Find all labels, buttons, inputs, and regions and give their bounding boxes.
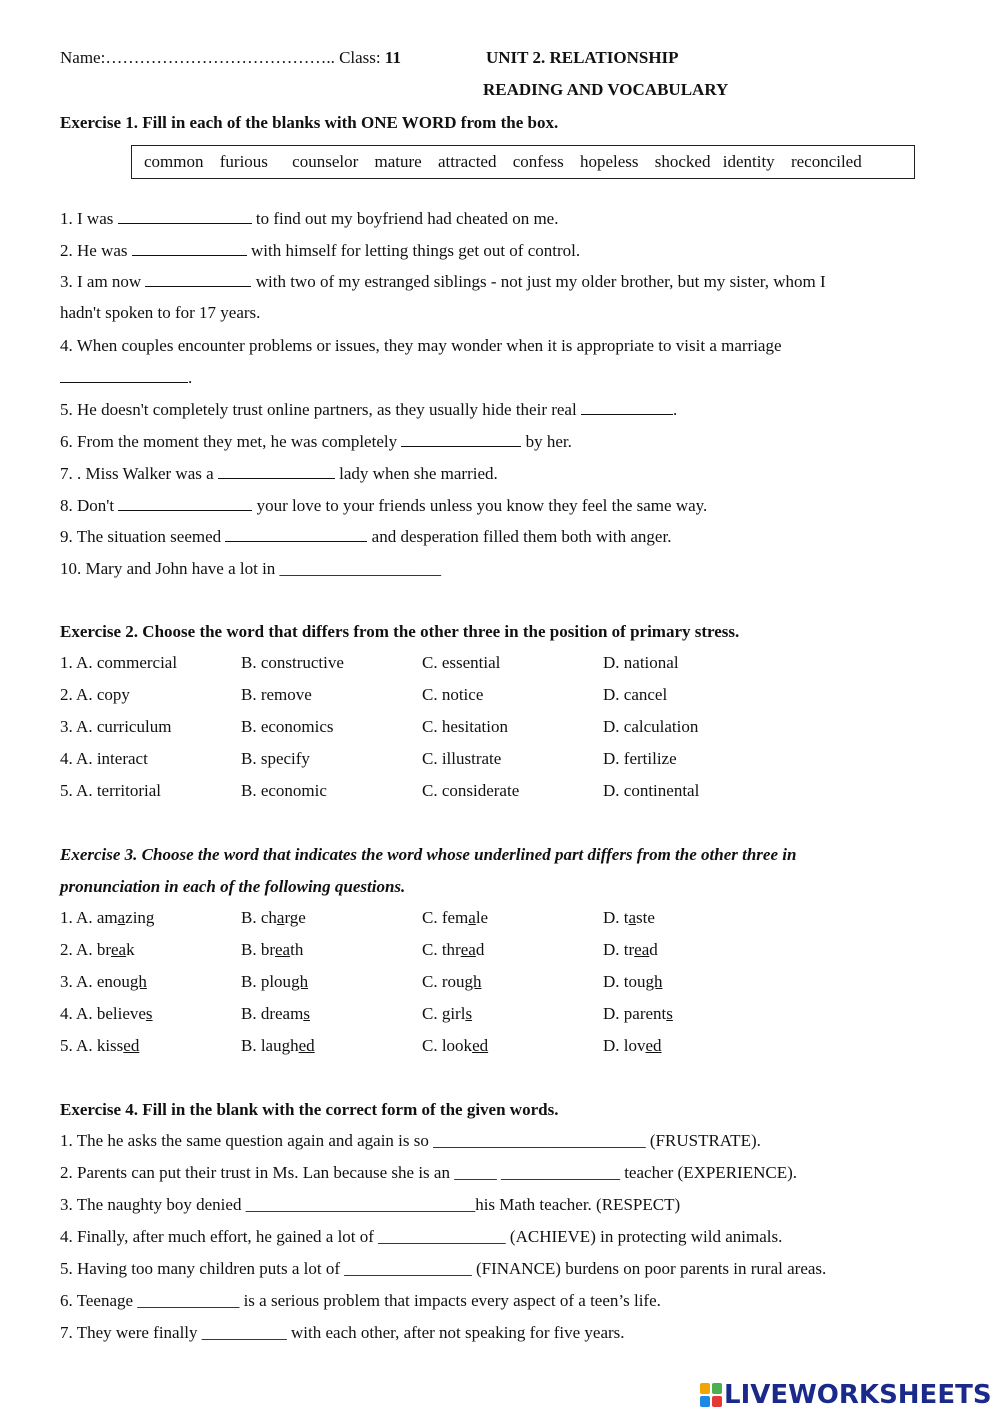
option-c[interactable]: C. notice xyxy=(422,685,484,704)
answer-blank[interactable] xyxy=(401,430,521,447)
word-box-item: hopeless xyxy=(579,152,639,171)
underlined-part: a xyxy=(276,908,285,927)
option-b[interactable]: B. laughed xyxy=(241,1036,315,1055)
ex3-title-cont: pronunciation in each of the following questions. xyxy=(60,877,406,896)
ex4-question: 7. They were finally __________ with each other, after not speaking for five years. xyxy=(60,1323,625,1342)
logo-squares-icon xyxy=(700,1383,722,1407)
ex1-question-cont: . xyxy=(60,366,192,389)
underlined-part: a xyxy=(468,908,476,927)
ex4-question: 4. Finally, after much effort, he gained a lot of _______________ (ACHIEVE) in protecting wild animals. xyxy=(60,1227,783,1246)
word-box-item: shocked xyxy=(654,152,711,171)
ex1-question: 6. From the moment they met, he was completely by her. xyxy=(60,432,572,451)
ex1-question: 4. When couples encounter problems or issues, they may wonder when it is appropriate to visit a marriage xyxy=(60,336,782,355)
option-b[interactable]: B. dreams xyxy=(241,1004,310,1023)
unit-title: UNIT 2. RELATIONSHIP xyxy=(486,48,679,67)
answer-blank[interactable] xyxy=(218,462,335,479)
ex4-question: 5. Having too many children puts a lot of _______________ (FINANCE) burdens on poor parents in rural areas. xyxy=(60,1259,827,1278)
word-box xyxy=(131,145,915,179)
underlined-part: a xyxy=(117,908,126,927)
ex1-question: 9. The situation seemed and desperation filled them both with anger. xyxy=(60,527,672,546)
option-a[interactable]: 2. A. break xyxy=(60,940,135,959)
answer-blank[interactable] xyxy=(132,239,247,256)
logo-text: LIVEWORKSHEETS xyxy=(724,1380,992,1410)
word-box-item: counselor xyxy=(292,152,359,171)
option-b[interactable]: B. specify xyxy=(241,749,310,768)
name-class-line xyxy=(60,47,401,69)
word-box-item: common xyxy=(144,152,204,171)
ex3-title: Exercise 3. Choose the word that indicates the word whose underlined part differs from the other three in xyxy=(60,845,797,864)
word-box-item: confess xyxy=(512,152,564,171)
option-c[interactable]: C. looked xyxy=(422,1036,489,1055)
ex1-question: 1. I was to find out my boyfriend had cheated on me. xyxy=(60,209,559,228)
option-d[interactable]: D. calculation xyxy=(603,717,699,736)
ex2-title: Exercise 2. Choose the word that differs from the other three in the position of primary stress. xyxy=(60,622,740,641)
option-b[interactable]: B. remove xyxy=(241,685,312,704)
option-b[interactable]: B. economic xyxy=(241,781,327,800)
word-box-item: identity xyxy=(722,152,775,171)
option-d[interactable]: D. tough xyxy=(603,972,663,991)
answer-blank[interactable] xyxy=(581,398,673,415)
underlined-part: ed xyxy=(298,1036,315,1055)
option-d[interactable]: D. national xyxy=(603,653,679,672)
option-a[interactable]: 2. A. copy xyxy=(60,685,130,704)
underlined-part: gh xyxy=(129,972,147,991)
option-c[interactable]: C. hesitation xyxy=(422,717,508,736)
underlined-part: ed xyxy=(123,1036,140,1055)
word-box-item: reconciled xyxy=(790,152,862,171)
option-a[interactable]: 1. A. commercial xyxy=(60,653,178,672)
underlined-part: s xyxy=(303,1004,310,1023)
underlined-part: a xyxy=(628,908,637,927)
option-a[interactable]: 5. A. territorial xyxy=(60,781,162,800)
option-c[interactable]: C. girls xyxy=(422,1004,473,1023)
underlined-part: ea xyxy=(111,940,127,959)
option-b[interactable]: B. constructive xyxy=(241,653,344,672)
ex4-title: Exercise 4. Fill in the blank with the correct form of the given words. xyxy=(60,1100,559,1119)
word-box-item: mature xyxy=(374,152,422,171)
answer-blank[interactable] xyxy=(60,366,188,383)
underlined-part: ea xyxy=(460,940,476,959)
ex1-question: 3. I am now with two of my estranged siblings - not just my older brother, but my sister, whom I xyxy=(60,272,826,291)
ex1-question: 10. Mary and John have a lot in ___________________ xyxy=(60,559,442,578)
answer-blank[interactable]: ___________________ xyxy=(279,559,442,578)
ex4-question: 2. Parents can put their trust in Ms. Lan because she is an _____ ______________ teacher (EXPERIENCE). xyxy=(60,1163,797,1182)
option-c[interactable]: C. thread xyxy=(422,940,485,959)
option-d[interactable]: D. loved xyxy=(603,1036,662,1055)
section-subtitle: READING AND VOCABULARY xyxy=(483,80,729,99)
option-a[interactable]: 3. A. enough xyxy=(60,972,147,991)
underlined-part: ed xyxy=(472,1036,489,1055)
ex1-question: 2. He was with himself for letting things get out of control. xyxy=(60,241,581,260)
option-b[interactable]: B. economics xyxy=(241,717,334,736)
ex4-question: 6. Teenage ____________ is a serious problem that impacts every aspect of a teen’s life. xyxy=(60,1291,661,1310)
option-c[interactable]: C. considerate xyxy=(422,781,520,800)
option-c[interactable]: C. rough xyxy=(422,972,482,991)
option-d[interactable]: D. tread xyxy=(603,940,658,959)
ex1-title: Exercise 1. Fill in each of the blanks with ONE WORD from the box. xyxy=(60,113,559,132)
word-box-item: furious xyxy=(219,152,268,171)
option-c[interactable]: C. essential xyxy=(422,653,501,672)
underlined-part: s xyxy=(465,1004,473,1023)
answer-blank[interactable] xyxy=(225,525,367,542)
underlined-part: s xyxy=(145,1004,153,1023)
option-b[interactable]: B. charge xyxy=(241,908,306,927)
ex4-question: 3. The naughty boy denied ___________________________his Math teacher. (RESPECT) xyxy=(60,1195,681,1214)
underlined-part: gh xyxy=(464,972,482,991)
option-a[interactable]: 4. A. believes xyxy=(60,1004,153,1023)
answer-blank[interactable] xyxy=(145,270,251,287)
option-c[interactable]: C. female xyxy=(422,908,489,927)
ex1-question: 5. He doesn't completely trust online partners, as they usually hide their real . xyxy=(60,400,678,419)
underlined-part: gh xyxy=(645,972,663,991)
option-a[interactable]: 3. A. curriculum xyxy=(60,717,172,736)
class-value: 11 xyxy=(384,48,401,67)
answer-blank[interactable] xyxy=(118,494,252,511)
option-d[interactable]: D. parents xyxy=(603,1004,673,1023)
word-box-item: attracted xyxy=(437,152,497,171)
underlined-part: s xyxy=(666,1004,673,1023)
option-a[interactable]: 1. A. amazing xyxy=(60,908,155,927)
underlined-part: ea xyxy=(275,940,291,959)
answer-blank[interactable] xyxy=(118,207,252,224)
option-a[interactable]: 5. A. kissed xyxy=(60,1036,140,1055)
liveworksheets-logo[interactable] xyxy=(700,1378,998,1412)
underlined-part: gh xyxy=(291,972,309,991)
ex4-question: 1. The he asks the same question again and again is so _________________________ (FRUSTRATE). xyxy=(60,1131,761,1150)
ex1-question-cont: hadn't spoken to for 17 years. xyxy=(60,303,261,322)
underlined-part: ea xyxy=(634,940,650,959)
option-c[interactable]: C. illustrate xyxy=(422,749,502,768)
option-d[interactable]: D. fertilize xyxy=(603,749,677,768)
option-a[interactable]: 4. A. interact xyxy=(60,749,148,768)
name-field-label: Name:………………………………….. Class: xyxy=(60,48,385,67)
option-b[interactable]: B. plough xyxy=(241,972,309,991)
underlined-part: ed xyxy=(645,1036,662,1055)
option-d[interactable]: D. taste xyxy=(603,908,655,927)
ex1-question: 7. . Miss Walker was a lady when she married. xyxy=(60,464,498,483)
option-b[interactable]: B. breath xyxy=(241,940,304,959)
ex1-question: 8. Don't your love to your friends unless you know they feel the same way. xyxy=(60,496,708,515)
option-d[interactable]: D. continental xyxy=(603,781,700,800)
option-d[interactable]: D. cancel xyxy=(603,685,668,704)
